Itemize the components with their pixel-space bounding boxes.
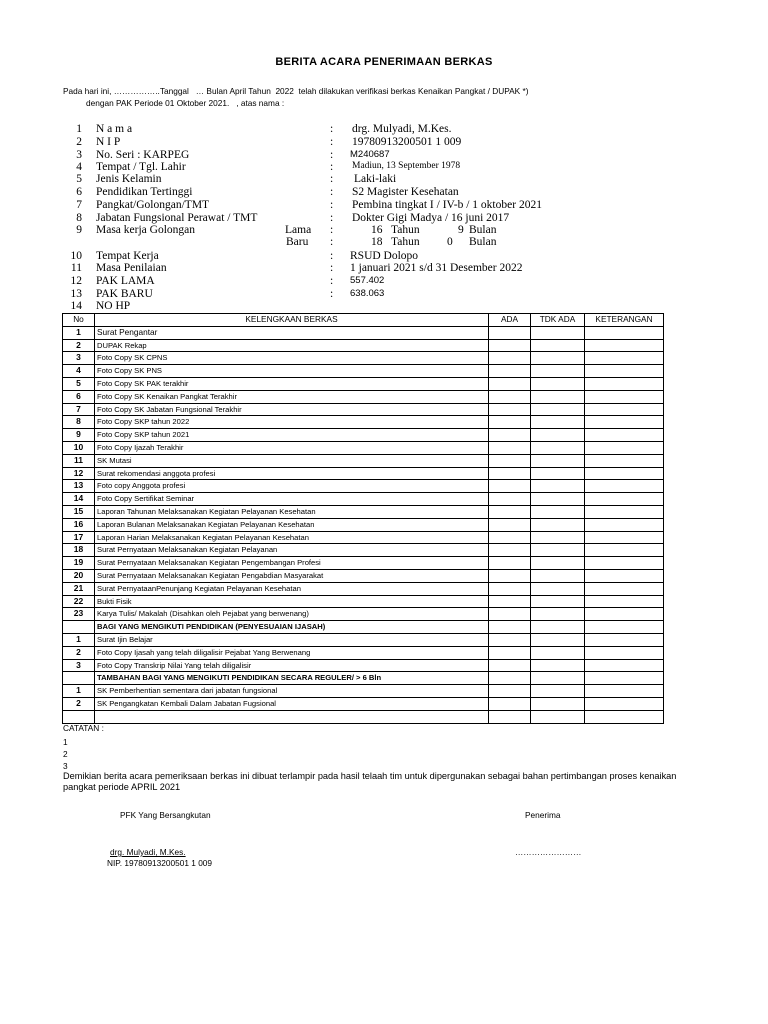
- cell-keterangan: [585, 390, 664, 403]
- cell-tdk-ada: [531, 633, 585, 646]
- cell-keterangan: [585, 582, 664, 595]
- row-item: Laporan Harian Melaksanakan Kegiatan Pelayanan Kesehatan: [95, 531, 489, 544]
- table-row: [63, 339, 664, 352]
- row-number: 18: [63, 544, 95, 557]
- table-row: [63, 454, 664, 467]
- row-number: 13: [63, 480, 95, 493]
- cell-tdk-ada: [531, 480, 585, 493]
- info-value: 19780913200501 1 009: [352, 136, 462, 148]
- row-number: 7: [63, 403, 95, 416]
- row-number: 15: [63, 505, 95, 518]
- info-colon: :: [330, 262, 334, 274]
- row-number: 16: [63, 518, 95, 531]
- signer-right-title: Penerima: [525, 810, 561, 820]
- section-header-row: [63, 672, 664, 685]
- cell-tdk-ada: [531, 493, 585, 506]
- info-value: Pembina tingkat I / IV-b / 1 oktober 2021: [352, 199, 542, 211]
- table-row: [63, 685, 664, 698]
- cell-ada: [489, 633, 531, 646]
- row-item: Bukti Fisik: [95, 595, 489, 608]
- info-label: Masa kerja Golongan: [96, 224, 195, 236]
- row-number: 1: [63, 633, 95, 646]
- cell-ada: [489, 595, 531, 608]
- table-row: [63, 352, 664, 365]
- signer-left-name: drg. Mulyadi, M.Kes.: [110, 847, 186, 857]
- info-number: 6: [76, 186, 82, 198]
- row-item: Laporan Tahunan Melaksanakan Kegiatan Pelayanan Kesehatan: [95, 505, 489, 518]
- row-item: SK Mutasi: [95, 454, 489, 467]
- cell-ada: [489, 416, 531, 429]
- info-number: 1: [76, 123, 82, 135]
- note-item-2: 2: [63, 749, 68, 759]
- table-row: [63, 531, 664, 544]
- info-number: 3: [76, 149, 82, 161]
- cell-keterangan: [585, 326, 664, 339]
- row-item: Surat PernyataanPenunjang Kegiatan Pelayanan Kesehatan: [95, 582, 489, 595]
- intro-line-2: dengan PAK Periode 01 Oktober 2021. , atas nama :: [86, 98, 285, 108]
- info-colon: :: [330, 186, 334, 198]
- info-label: Tempat Kerja: [96, 250, 159, 262]
- note-item-3: 3: [63, 761, 68, 771]
- row-number: 10: [63, 441, 95, 454]
- section-title: BAGI YANG MENGIKUTI PENDIDIKAN (PENYESUAIAN IJASAH): [95, 621, 489, 634]
- cell-tdk-ada: [531, 621, 585, 634]
- cell-ada: [489, 352, 531, 365]
- signer-right-name: ……………………: [515, 847, 582, 857]
- info-colon: :: [330, 212, 334, 224]
- intro-line-1: Pada hari ini, ……………..Tanggal … Bulan April Tahun 2022 telah dilakukan verifikasi berkas Kenaikan Pangkat / DUPAK *): [63, 86, 529, 96]
- cell-ada: [489, 454, 531, 467]
- cell-ada: [489, 710, 531, 723]
- row-item: SK Pemberhentian sementara dari jabatan fungsional: [95, 685, 489, 698]
- cell-ada: [489, 518, 531, 531]
- row-number: 2: [63, 697, 95, 710]
- table-row: [63, 377, 664, 390]
- row-item: Foto Copy SK CPNS: [95, 352, 489, 365]
- info-label: PAK BARU: [96, 288, 153, 300]
- cell-tdk-ada: [531, 326, 585, 339]
- cell-tdk-ada: [531, 544, 585, 557]
- row-item: Foto Copy Ijazah Terakhir: [95, 441, 489, 454]
- lama-label: Lama: [285, 224, 312, 236]
- row-item: Foto copy Anggota profesi: [95, 480, 489, 493]
- empty-row: [63, 710, 664, 723]
- months-word: Bulan: [469, 224, 497, 236]
- row-number: 22: [63, 595, 95, 608]
- cell-keterangan: [585, 429, 664, 442]
- row-number: 6: [63, 390, 95, 403]
- header-no: No: [63, 314, 95, 327]
- cell-tdk-ada: [531, 646, 585, 659]
- info-label: No. Seri : KARPEG: [96, 149, 190, 161]
- header-item: KELENGKAAN BERKAS: [95, 314, 489, 327]
- row-number: 3: [63, 352, 95, 365]
- cell-ada: [489, 365, 531, 378]
- table-row: [63, 544, 664, 557]
- table-row: [63, 646, 664, 659]
- table-row: [63, 518, 664, 531]
- cell-tdk-ada: [531, 595, 585, 608]
- row-number: 4: [63, 365, 95, 378]
- table-row: [63, 467, 664, 480]
- row-item: Foto Copy SK PNS: [95, 365, 489, 378]
- header-ada: ADA: [489, 314, 531, 327]
- info-colon: :: [330, 236, 334, 248]
- table-row: [63, 633, 664, 646]
- cell-keterangan: [585, 595, 664, 608]
- table-row: [63, 429, 664, 442]
- row-number: 23: [63, 608, 95, 621]
- cell-keterangan: [585, 608, 664, 621]
- cell-ada: [489, 390, 531, 403]
- section-title: TAMBAHAN BAGI YANG MENGIKUTI PENDIDIKAN SECARA REGULER/ > 6 Bln: [95, 672, 489, 685]
- cell-keterangan: [585, 493, 664, 506]
- cell-tdk-ada: [531, 557, 585, 570]
- row-item: Karya Tulis/ Makalah (Disahkan oleh Pejabat yang berwenang): [95, 608, 489, 621]
- info-row-rank: [0, 199, 768, 212]
- cell-keterangan: [585, 531, 664, 544]
- info-row-work-period-baru: [0, 236, 768, 249]
- table-row: [63, 582, 664, 595]
- info-value: 1 januari 2021 s/d 31 Desember 2022: [350, 262, 523, 274]
- info-value: S2 Magister Kesehatan: [352, 186, 459, 198]
- table-row: [63, 697, 664, 710]
- info-row-name: [0, 123, 768, 136]
- info-number: 9: [76, 224, 82, 236]
- table-row: [63, 569, 664, 582]
- info-value: drg. Mulyadi, M.Kes.: [352, 123, 452, 135]
- cell-keterangan: [585, 416, 664, 429]
- info-value: RSUD Dolopo: [350, 250, 419, 262]
- cell-keterangan: [585, 646, 664, 659]
- row-number: 11: [63, 454, 95, 467]
- baru-label: Baru: [286, 236, 309, 248]
- info-label: Pendidikan Tertinggi: [96, 186, 193, 198]
- row-number: 20: [63, 569, 95, 582]
- row-item: Surat Pengantar: [95, 326, 489, 339]
- info-number: 12: [70, 275, 82, 287]
- cell-keterangan: [585, 672, 664, 685]
- info-colon: :: [330, 123, 334, 135]
- table-row: [63, 505, 664, 518]
- notes-title: CATATAN :: [63, 723, 104, 733]
- cell-ada: [489, 505, 531, 518]
- row-item: Laporan Bulanan Melaksanakan Kegiatan Pelayanan Kesehatan: [95, 518, 489, 531]
- cell-ada: [489, 659, 531, 672]
- cell-keterangan: [585, 467, 664, 480]
- table-row: [63, 595, 664, 608]
- cell-tdk-ada: [531, 531, 585, 544]
- cell-keterangan: [585, 697, 664, 710]
- signer-left-title: PFK Yang Bersangkutan: [120, 810, 211, 820]
- row-item: Surat Pernyataan Melaksanakan Kegiatan Pelayanan: [95, 544, 489, 557]
- header-tdk-ada: TDK ADA: [531, 314, 585, 327]
- cell-ada: [489, 441, 531, 454]
- cell-ada: [489, 544, 531, 557]
- row-item: Foto Copy SK Kenaikan Pangkat Terakhir: [95, 390, 489, 403]
- cell-keterangan: [585, 454, 664, 467]
- cell-tdk-ada: [531, 403, 585, 416]
- cell-tdk-ada: [531, 569, 585, 582]
- cell-tdk-ada: [531, 441, 585, 454]
- info-colon: :: [330, 224, 334, 236]
- cell-ada: [489, 646, 531, 659]
- closing-statement: Demikian berita acara pemeriksaan berkas ini dibuat terlampir pada hasil telaah tim untuk dipergunakan sebagai bahan pertimbangan proses kenaikan pangkat periode APRIL 2021: [63, 771, 677, 792]
- row-number: 8: [63, 416, 95, 429]
- cell-keterangan: [585, 505, 664, 518]
- cell-tdk-ada: [531, 672, 585, 685]
- cell-keterangan: [585, 659, 664, 672]
- row-number: [63, 621, 95, 634]
- cell-ada: [489, 697, 531, 710]
- document-title: BERITA ACARA PENERIMAAN BERKAS: [275, 56, 493, 68]
- info-number: 2: [76, 136, 82, 148]
- info-label: NO HP: [96, 300, 131, 312]
- info-number: 8: [76, 212, 82, 224]
- table-row: [63, 441, 664, 454]
- info-value: Dokter Gigi Madya / 16 juni 2017: [352, 212, 510, 224]
- row-number: [63, 710, 95, 723]
- table-row: [63, 390, 664, 403]
- cell-keterangan: [585, 557, 664, 570]
- row-number: 17: [63, 531, 95, 544]
- baru-years: 18: [371, 236, 383, 248]
- cell-tdk-ada: [531, 365, 585, 378]
- info-value: 557.402: [350, 275, 385, 286]
- row-item: Foto Copy Transkrip Nilai Yang telah diligalisir: [95, 659, 489, 672]
- row-item: Foto Copy Ijasah yang telah diligalisir Pejabat Yang Berwenang: [95, 646, 489, 659]
- cell-ada: [489, 429, 531, 442]
- cell-tdk-ada: [531, 352, 585, 365]
- table-row: [63, 493, 664, 506]
- cell-ada: [489, 403, 531, 416]
- cell-keterangan: [585, 352, 664, 365]
- info-value: 638.063: [350, 288, 385, 299]
- cell-tdk-ada: [531, 429, 585, 442]
- info-number: 5: [76, 173, 82, 185]
- info-value: Laki-laki: [354, 173, 397, 185]
- row-number: 12: [63, 467, 95, 480]
- cell-ada: [489, 377, 531, 390]
- cell-tdk-ada: [531, 339, 585, 352]
- row-number: 2: [63, 646, 95, 659]
- info-row-phone: [0, 300, 768, 313]
- checklist-table: [62, 313, 664, 724]
- checklist-body: [63, 326, 664, 723]
- info-row-gender: [0, 173, 768, 186]
- table-row: [63, 365, 664, 378]
- cell-ada: [489, 493, 531, 506]
- table-row: [63, 416, 664, 429]
- cell-tdk-ada: [531, 518, 585, 531]
- row-item: [95, 710, 489, 723]
- row-item: Foto Copy SKP tahun 2021: [95, 429, 489, 442]
- cell-keterangan: [585, 365, 664, 378]
- row-number: 5: [63, 377, 95, 390]
- cell-tdk-ada: [531, 685, 585, 698]
- row-number: 2: [63, 339, 95, 352]
- cell-ada: [489, 608, 531, 621]
- info-label: N a m a: [96, 123, 133, 135]
- months-word: Bulan: [469, 236, 497, 248]
- cell-ada: [489, 467, 531, 480]
- row-number: 14: [63, 493, 95, 506]
- cell-tdk-ada: [531, 608, 585, 621]
- info-value: M240687: [350, 149, 390, 160]
- cell-ada: [489, 672, 531, 685]
- cell-keterangan: [585, 621, 664, 634]
- info-label: Tempat / Tgl. Lahir: [96, 161, 186, 173]
- cell-tdk-ada: [531, 710, 585, 723]
- cell-keterangan: [585, 480, 664, 493]
- info-number: 13: [70, 288, 82, 300]
- cell-ada: [489, 339, 531, 352]
- info-colon: :: [330, 275, 334, 287]
- lama-months: 9: [458, 224, 464, 236]
- info-colon: :: [330, 173, 334, 185]
- table-row: [63, 480, 664, 493]
- row-item: Surat Ijin Belajar: [95, 633, 489, 646]
- info-label: Masa Penilaian: [96, 262, 167, 274]
- cell-ada: [489, 569, 531, 582]
- table-row: [63, 557, 664, 570]
- info-value: Madiun, 13 September 1978: [352, 161, 461, 171]
- cell-keterangan: [585, 569, 664, 582]
- table-row: [63, 659, 664, 672]
- cell-ada: [489, 685, 531, 698]
- row-number: 9: [63, 429, 95, 442]
- info-colon: :: [330, 250, 334, 262]
- info-colon: :: [330, 199, 334, 211]
- cell-keterangan: [585, 403, 664, 416]
- row-item: Foto Copy SKP tahun 2022: [95, 416, 489, 429]
- row-number: 1: [63, 685, 95, 698]
- info-colon: :: [330, 161, 334, 173]
- section-header-row: [63, 621, 664, 634]
- note-item-1: 1: [63, 737, 68, 747]
- lama-years: 16: [371, 224, 383, 236]
- info-colon: :: [330, 149, 334, 161]
- table-row: [63, 403, 664, 416]
- info-number: 7: [76, 199, 82, 211]
- cell-keterangan: [585, 339, 664, 352]
- info-colon: :: [330, 136, 334, 148]
- years-word: Tahun: [391, 224, 420, 236]
- info-label: Pangkat/Golongan/TMT: [96, 199, 210, 211]
- cell-ada: [489, 480, 531, 493]
- row-item: Surat Pernyataan Melaksanakan Kegiatan Pengembangan Profesi: [95, 557, 489, 570]
- info-row-assessment-period: [0, 262, 768, 275]
- cell-tdk-ada: [531, 454, 585, 467]
- info-label: Jenis Kelamin: [96, 173, 162, 185]
- table-row: [63, 326, 664, 339]
- row-number: 3: [63, 659, 95, 672]
- info-label: N I P: [96, 136, 121, 148]
- row-number: 19: [63, 557, 95, 570]
- info-row-pak-lama: [0, 275, 768, 288]
- row-item: Foto Copy SK Jabatan Fungsional Terakhir: [95, 403, 489, 416]
- cell-tdk-ada: [531, 582, 585, 595]
- row-item: SK Pengangkatan Kembali Dalam Jabatan Fugsional: [95, 697, 489, 710]
- cell-ada: [489, 557, 531, 570]
- cell-keterangan: [585, 518, 664, 531]
- cell-tdk-ada: [531, 467, 585, 480]
- info-number: 10: [70, 250, 82, 262]
- row-item: Foto Copy Sertifikat Seminar: [95, 493, 489, 506]
- cell-keterangan: [585, 710, 664, 723]
- info-colon: :: [330, 288, 334, 300]
- cell-tdk-ada: [531, 659, 585, 672]
- info-label: Jabatan Fungsional Perawat / TMT: [96, 212, 258, 224]
- header-keterangan: KETERANGAN: [585, 314, 664, 327]
- table-header-row: [63, 314, 664, 327]
- info-label: PAK LAMA: [96, 275, 155, 287]
- cell-ada: [489, 326, 531, 339]
- cell-tdk-ada: [531, 377, 585, 390]
- info-number: 4: [76, 161, 82, 173]
- cell-keterangan: [585, 685, 664, 698]
- baru-months: 0: [447, 236, 453, 248]
- info-row-education: [0, 186, 768, 199]
- cell-tdk-ada: [531, 416, 585, 429]
- cell-ada: [489, 531, 531, 544]
- cell-tdk-ada: [531, 505, 585, 518]
- row-item: Surat rekomendasi anggota profesi: [95, 467, 489, 480]
- row-item: Surat Pernyataan Melaksanakan Kegiatan Pengabdian Masyarakat: [95, 569, 489, 582]
- info-number: 11: [70, 262, 82, 274]
- info-number: 14: [70, 300, 82, 312]
- row-number: [63, 672, 95, 685]
- table-row: [63, 608, 664, 621]
- cell-keterangan: [585, 441, 664, 454]
- cell-ada: [489, 582, 531, 595]
- cell-keterangan: [585, 377, 664, 390]
- cell-tdk-ada: [531, 390, 585, 403]
- cell-ada: [489, 621, 531, 634]
- cell-keterangan: [585, 633, 664, 646]
- cell-tdk-ada: [531, 697, 585, 710]
- years-word: Tahun: [391, 236, 420, 248]
- info-row-nip: [0, 136, 768, 149]
- row-item: Foto Copy SK PAK terakhir: [95, 377, 489, 390]
- signer-left-nip: NIP. 19780913200501 1 009: [107, 858, 213, 868]
- row-number: 21: [63, 582, 95, 595]
- cell-keterangan: [585, 544, 664, 557]
- row-item: DUPAK Rekap: [95, 339, 489, 352]
- row-number: 1: [63, 326, 95, 339]
